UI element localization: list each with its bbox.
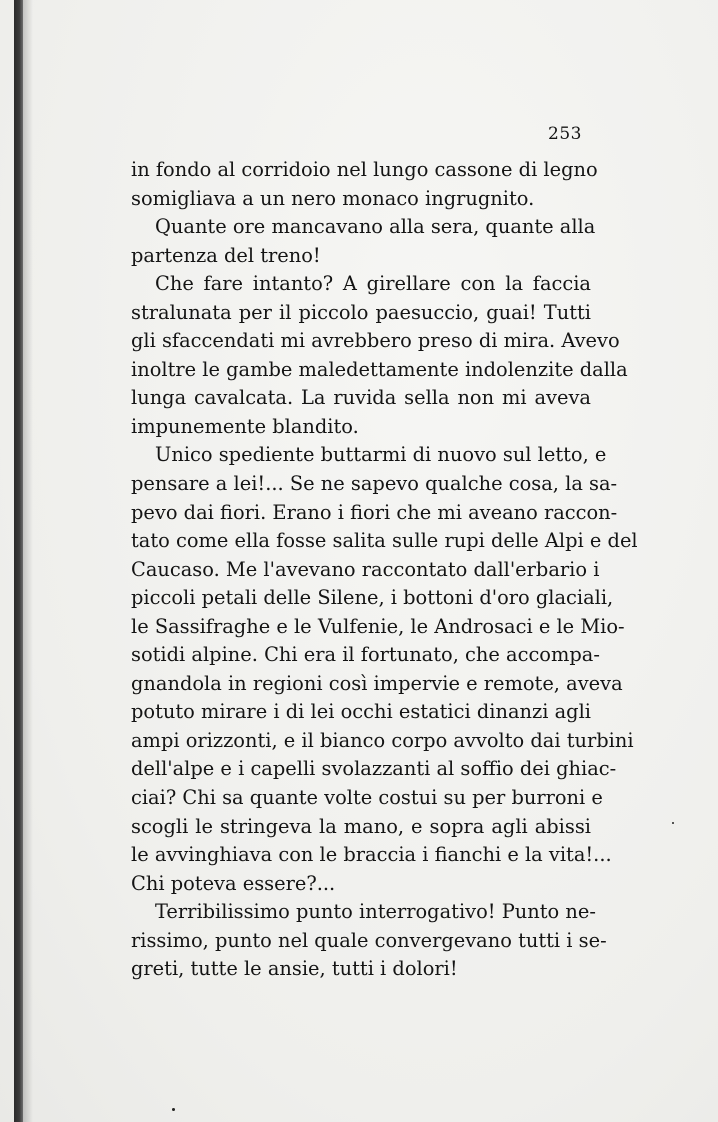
text-line: dell'alpe e i capelli svolazzanti al soffio dei ghiac- [131,757,617,781]
print-speck [172,1108,175,1111]
text-line: Chi poteva essere?... [131,871,336,895]
text-line: le Sassifraghe e le Vulfenie, le Androsaci e le Mio- [131,614,625,638]
text-line: impunemente blandito. [131,414,359,438]
text-line: scogli le stringeva la mano, e sopra agli abissi [131,814,591,838]
book-binding-edge [14,0,23,1122]
text-line: pensare a lei!... Se ne sapevo qualche cosa, la sa- [131,472,618,496]
text-line: partenza del treno! [131,243,321,267]
text-line: le avvinghiava con le braccia i fianchi e la vita!... [131,843,612,867]
text-line: in fondo al corridoio nel lungo cassone di legno [131,158,598,181]
text-line: sotidi alpine. Chi era il fortunato, che accompa- [131,643,600,667]
page-number: 253 [548,124,582,144]
text-line: greti, tutte le ansie, tutti i dolori! [131,957,458,981]
text-line: lunga cavalcata. La ruvida sella non mi aveva [131,386,591,410]
text-line: Terribilissimo punto interrogativo! Punto ne- [155,900,596,924]
text-line: Unico spediente buttarmi di nuovo sul letto, e [155,443,607,467]
text-line: Che fare intanto? A girellare con la faccia [155,272,591,296]
text-line: inoltre le gambe maledettamente indolenzite dalla [131,357,628,381]
print-speck [672,822,674,824]
text-line: pevo dai fiori. Erano i fiori che mi aveano raccon- [131,500,618,524]
text-line: gli sfaccendati mi avrebbero preso di mira. Avevo [131,329,620,353]
text-line: Caucaso. Me l'avevano raccontato dall'erbario i [131,557,600,581]
text-line: ampi orizzonti, e il bianco corpo avvolto dai turbini [131,728,634,752]
text-line: potuto mirare i di lei occhi estatici dinanzi agli [131,700,591,724]
text-line: gnandola in regioni così impervie e remote, aveva [131,671,623,695]
text-line: Quante ore mancavano alla sera, quante alla [155,215,596,239]
text-line: somigliava a un nero monaco ingrugnito. [131,186,535,210]
body-text [131,156,638,984]
text-line: piccoli petali delle Silene, i bottoni d'oro glaciali, [131,586,614,610]
text-line: tato come ella fosse salita sulle rupi delle Alpi e del [131,529,638,553]
text-line: stralunata per il piccolo paesuccio, guai! Tutti [131,300,591,324]
text-line: rissimo, punto nel quale convergevano tutti i se- [131,928,607,952]
text-line: ciai? Chi sa quante volte costui su per burroni e [131,786,603,810]
binding-shadow [23,0,33,1122]
